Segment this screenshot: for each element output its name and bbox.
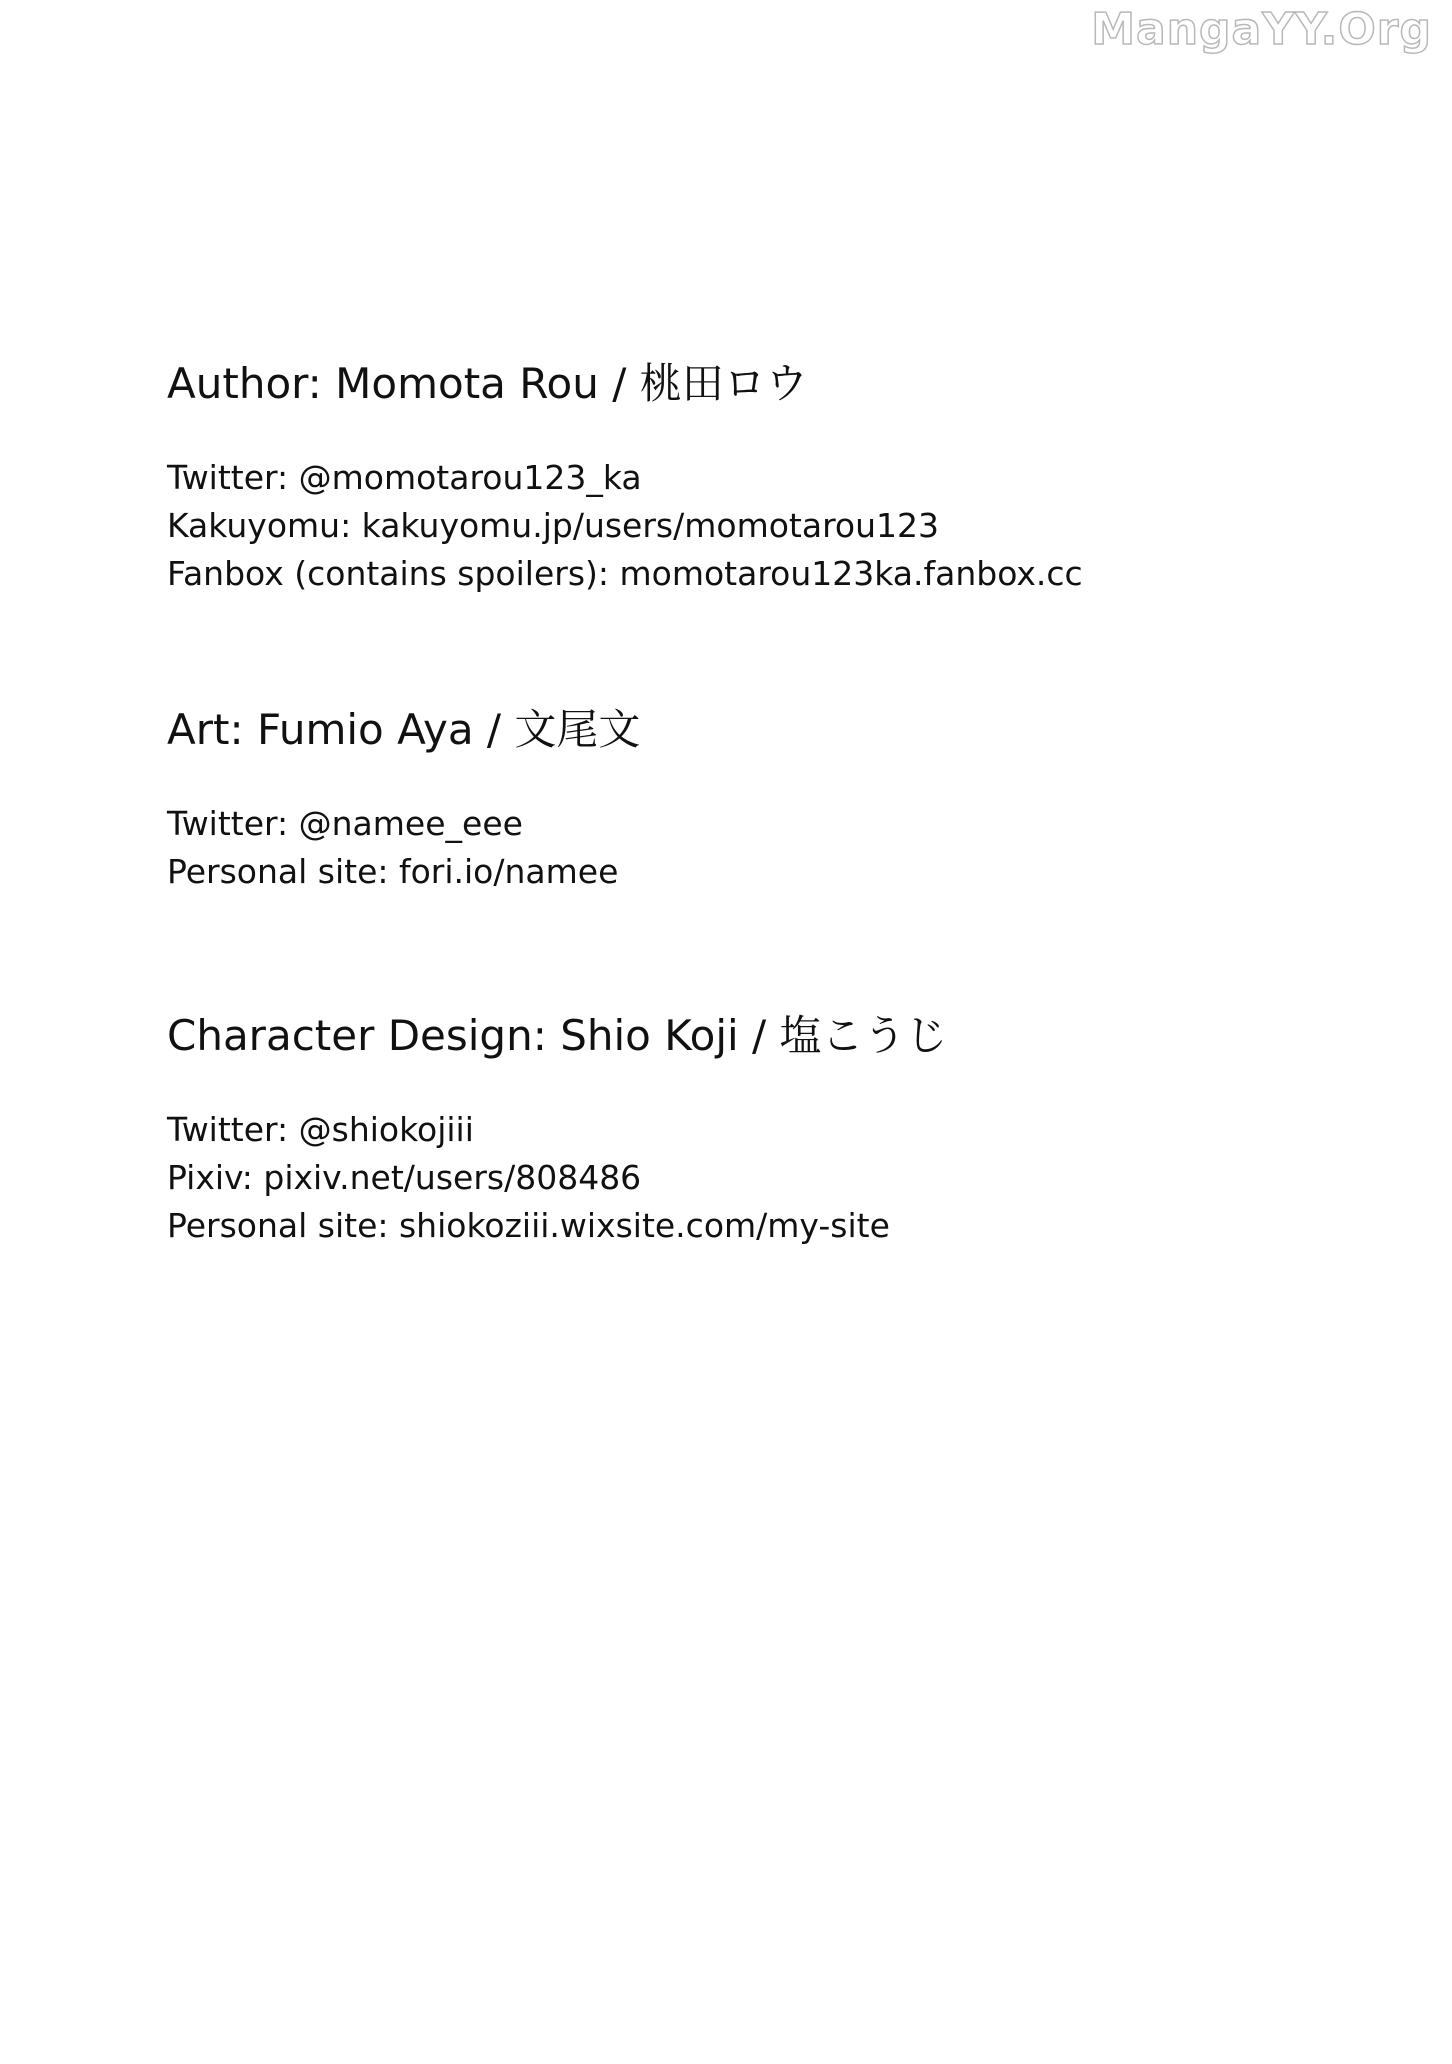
author-twitter: Twitter: @momotarou123_ka: [167, 458, 642, 497]
character-design-credit-section: [167, 1010, 948, 1250]
character-design-links: [167, 1106, 948, 1250]
author-heading: Author: Momota Rou / 桃田ロウ: [167, 359, 808, 408]
character-design-pixiv: Pixiv: pixiv.net/users/808486: [167, 1158, 642, 1197]
art-credit-section: [167, 704, 640, 896]
character-design-twitter: Twitter: @shiokojiii: [167, 1110, 474, 1149]
author-credit-section: [167, 358, 1083, 598]
art-links: [167, 800, 640, 896]
author-kakuyomu: Kakuyomu: kakuyomu.jp/users/momotarou123: [167, 506, 940, 545]
art-personal-site: Personal site: fori.io/namee: [167, 852, 619, 891]
art-twitter: Twitter: @namee_eee: [167, 804, 523, 843]
watermark-logo: MangaYY.Org: [1091, 4, 1432, 55]
art-heading: Art: Fumio Aya / 文尾文: [167, 705, 641, 754]
author-links: [167, 454, 1083, 598]
author-fanbox: Fanbox (contains spoilers): momotarou123ka.fanbox.cc: [167, 554, 1083, 593]
character-design-personal-site: Personal site: shiokoziii.wixsite.com/my-site: [167, 1206, 890, 1245]
character-design-heading: Character Design: Shio Koji / 塩こうじ: [167, 1011, 948, 1060]
